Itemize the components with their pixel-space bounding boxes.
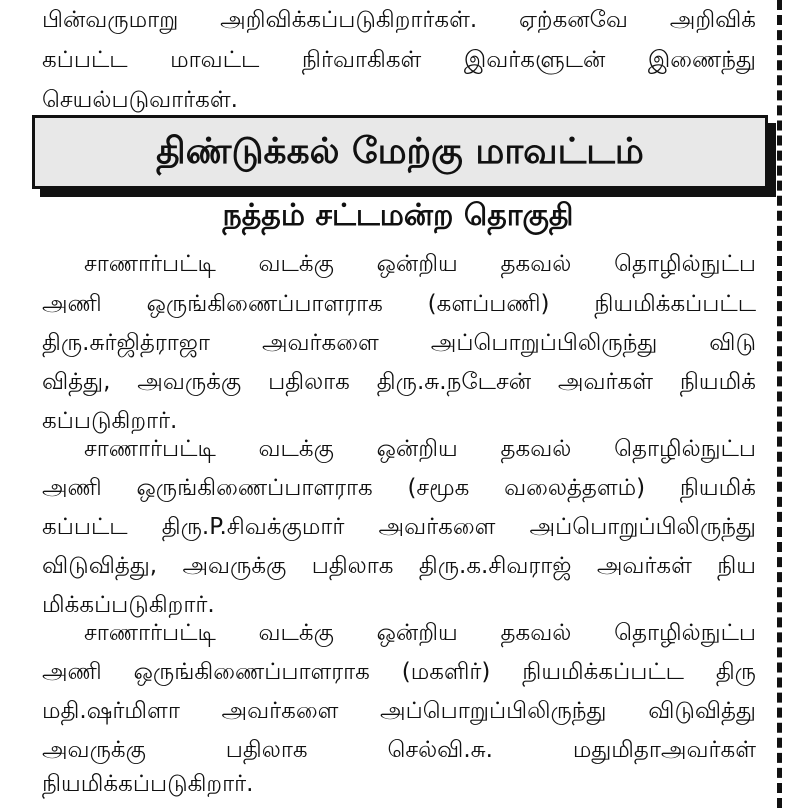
paragraph-line: மதி.ஷர்மிளா அவர்களை அப்பொறுப்பிலிருந்து விடுவித்து [42,698,756,724]
paragraph-line: விடுவித்து, அவருக்கு பதிலாக திரு.க.சிவராஜ் அவர்கள் நிய [42,553,756,579]
dashed-border [777,0,782,808]
paragraph-line: திரு.சுர்ஜித்ராஜா அவர்களை அப்பொறுப்பிலிருந்து விடு [42,330,756,356]
paragraph-line: மிக்கப்படுகிறார். [42,592,215,618]
district-heading-box [32,115,768,189]
intro-line-1: பின்வருமாறு அறிவிக்கப்படுகிறார்கள். ஏற்கனவே அறிவிக் [42,7,756,33]
paragraph-line: அவருக்கு பதிலாக செல்வி.சு. மதுமிதாஅவர்கள் [42,737,756,763]
intro-line-3: செயல்படுவார்கள். [42,87,238,113]
paragraph-line: சாணார்பட்டி வடக்கு ஒன்றிய தகவல் தொழில்நுட்ப [84,436,756,462]
paragraph-line: அணி ஒருங்கிணைப்பாளராக (சமூக வலைத்தளம்) நியமிக் [42,475,756,501]
constituency-subheading: நத்தம் சட்டமன்ற தொகுதி [222,198,574,233]
paragraph-line: கப்பட்ட திரு.P.சிவக்குமார் அவர்களை அப்பொறுப்பிலிருந்து [42,514,756,540]
paragraph-line: அணி ஒருங்கிணைப்பாளராக (மகளிர்) நியமிக்கப்பட்ட திரு [42,659,756,685]
paragraph-line: நியமிக்கப்படுகிறார். [42,771,254,797]
intro-line-2: கப்பட்ட மாவட்ட நிர்வாகிகள் இவர்களுடன் இணைந்து [42,47,756,73]
district-heading: திண்டுக்கல் மேற்கு மாவட்டம் [156,131,644,172]
paragraph-line: வித்து, அவருக்கு பதிலாக திரு.சு.நடேசன் அவர்கள் நியமிக் [42,369,756,395]
paragraph-line: சாணார்பட்டி வடக்கு ஒன்றிய தகவல் தொழில்நுட்ப [84,251,756,277]
paragraph-line: கப்படுகிறார். [42,408,178,434]
paragraph-line: அணி ஒருங்கிணைப்பாளராக (களப்பணி) நியமிக்கப்பட்ட [42,291,756,317]
paragraph-line: சாணார்பட்டி வடக்கு ஒன்றிய தகவல் தொழில்நுட்ப [84,620,756,646]
